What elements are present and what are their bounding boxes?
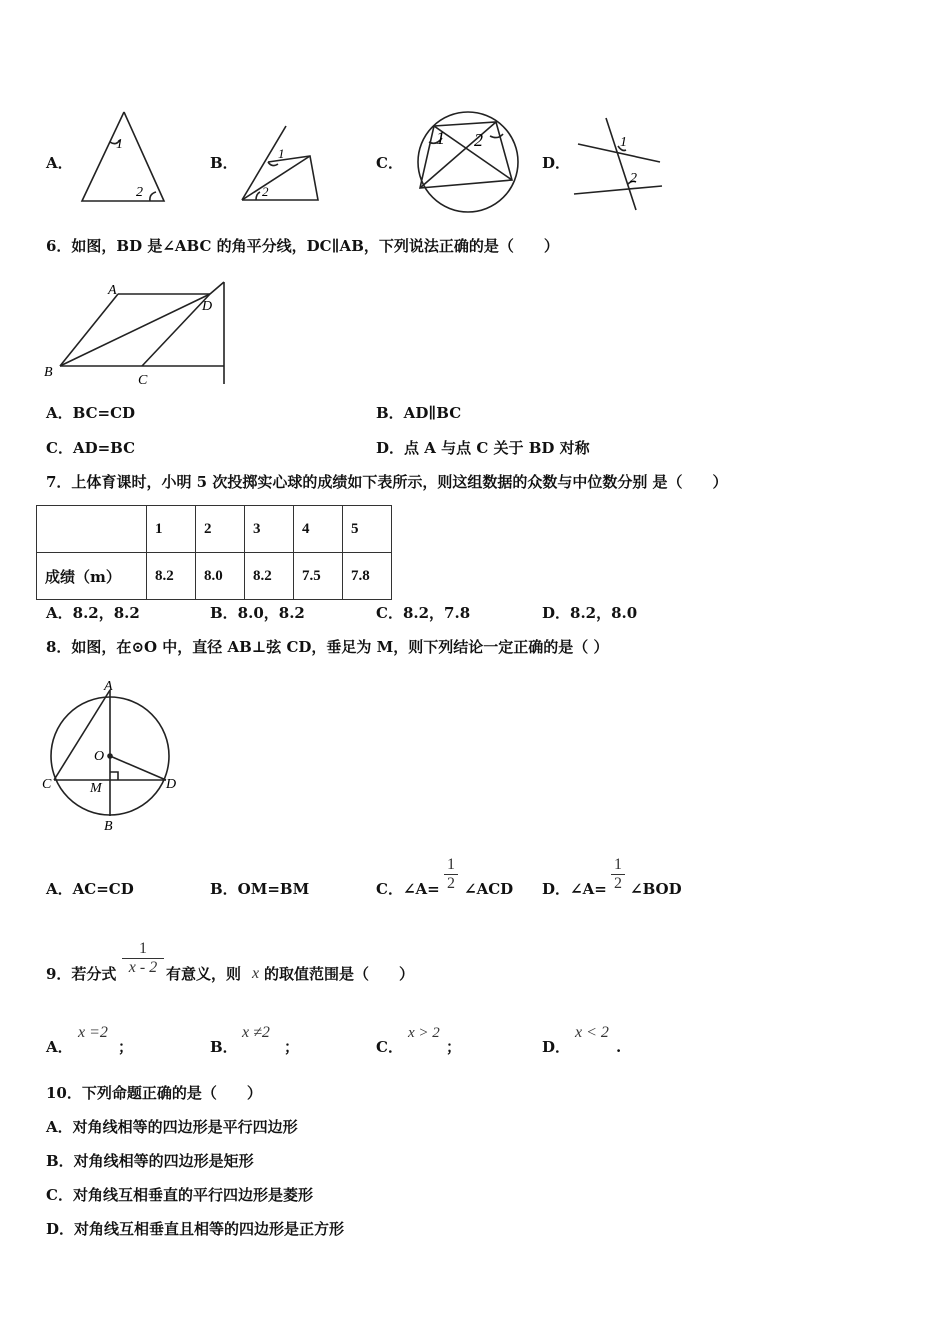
q10-option-a[interactable]: A．对角线相等的四边形是平行四边形 (46, 1118, 298, 1136)
table-cell: 8.2 (147, 553, 196, 600)
fraction-numerator: 1 (139, 940, 147, 957)
fraction-numerator: 1 (614, 856, 622, 873)
fraction-denominator: 2 (611, 874, 625, 893)
q6-stem: 6．如图，BD 是∠ABC 的角平分线，DC∥AB，下列说法正确的是（ ） (46, 237, 559, 255)
angle-1-label: 1 (278, 146, 285, 161)
q7-stem: 7．上体育课时，小明 5 次投掷实心球的成绩如下表所示，则这组数据的众数与中位数分别 是（ ） (46, 473, 728, 491)
q8-option-d[interactable] (542, 880, 607, 898)
fraction-numerator: 1 (447, 856, 455, 873)
q8-option-b[interactable]: B．OM=BM (210, 880, 310, 898)
angle-2-label: 2 (136, 185, 143, 200)
point-d-label: D (166, 777, 177, 792)
q9-option-c-label[interactable]: C． (376, 1038, 403, 1056)
point-b-label: B (104, 819, 113, 834)
q6-option-c[interactable]: C．AD=BC (46, 439, 136, 457)
q8-option-d-fraction (611, 856, 625, 893)
q10-option-c[interactable]: C．对角线互相垂直的平行四边形是菱形 (46, 1186, 313, 1204)
q5-option-b-label[interactable]: B． (210, 154, 238, 172)
q9-option-a-label[interactable]: A． (46, 1038, 73, 1056)
q7-option-d[interactable]: D．8.2，8.0 (542, 604, 638, 622)
q9-fraction (122, 940, 164, 977)
q8-option-c[interactable] (376, 880, 440, 898)
table-cell: 8.2 (245, 553, 294, 600)
table-cell: 2 (196, 506, 245, 553)
q7-score-table (36, 505, 392, 600)
q8-option-c-prefix: C．∠A= (376, 880, 440, 898)
q6-option-a[interactable]: A．BC=CD (46, 404, 136, 422)
q5-figure-a (76, 108, 168, 206)
q9-option-c-expr: x > 2 (408, 1025, 440, 1041)
q6-option-b[interactable]: B．AD∥BC (376, 404, 462, 422)
point-b-label: B (44, 365, 53, 380)
q9-stem-prefix: 9．若分式 (46, 965, 117, 983)
angle-2-label: 2 (474, 130, 483, 150)
q9-option-b-expr: x ≠2 (242, 1024, 270, 1041)
q10-stem: 10．下列命题正确的是（ ） (46, 1084, 262, 1102)
q9-option-a-expr: x =2 (78, 1024, 108, 1041)
q9-variable: x (252, 965, 260, 982)
table-cell: 1 (147, 506, 196, 553)
fraction-denominator: 2 (444, 874, 458, 893)
table-cell: 8.0 (196, 553, 245, 600)
table-cell: 7.8 (343, 553, 392, 600)
q8-option-d-prefix: D．∠A= (542, 880, 607, 898)
table-cell: 5 (343, 506, 392, 553)
angle-1-label: 1 (620, 135, 627, 150)
point-c-label: C (138, 373, 148, 388)
q8-option-c-suffix: ∠ACD (464, 880, 514, 898)
q9-option-c-end: ； (446, 1038, 462, 1056)
q5-figure-b (238, 122, 322, 204)
q9-option-d-label[interactable]: D． (542, 1038, 571, 1056)
table-cell: 4 (294, 506, 343, 553)
q8-figure (40, 676, 190, 836)
angle-1-label: 1 (436, 128, 445, 148)
q9-option-b-label[interactable]: B． (210, 1038, 238, 1056)
q8-option-a[interactable]: A．AC=CD (46, 880, 134, 898)
angle-2-label: 2 (262, 184, 269, 199)
angle-1-label: 1 (116, 137, 123, 152)
q10-option-b[interactable]: B．对角线相等的四边形是矩形 (46, 1152, 254, 1170)
table-cell: 成绩（m） (37, 553, 147, 600)
q5-figure-d (570, 114, 666, 212)
q9-option-d-expr: x < 2 (575, 1024, 609, 1041)
q5-figure-c (412, 108, 524, 216)
q9-option-d-end: . (616, 1038, 622, 1056)
q8-stem: 8．如图，在⊙O 中，直径 AB⊥弦 CD，垂足为 M，则下列结论一定正确的是（ ） (46, 638, 609, 656)
q9-stem-mid: 有意义，则 (166, 965, 242, 983)
fraction-denominator: x - 2 (122, 958, 164, 977)
table-cell (37, 506, 147, 553)
q9-option-a-end: ； (118, 1038, 134, 1056)
table-row (37, 553, 392, 600)
q6-option-d[interactable]: D．点 A 与点 C 关于 BD 对称 (376, 439, 590, 457)
q7-option-c[interactable]: C．8.2，7.8 (376, 604, 471, 622)
point-o-label: O (94, 749, 105, 764)
q10-option-d[interactable]: D．对角线互相垂直且相等的四边形是正方形 (46, 1220, 345, 1238)
q7-option-b[interactable]: B．8.0，8.2 (210, 604, 305, 622)
point-m-label: M (90, 781, 102, 796)
point-a-label: A (104, 679, 113, 694)
q7-option-a[interactable]: A．8.2，8.2 (46, 604, 140, 622)
q8-option-c-fraction (444, 856, 458, 893)
q9-stem-suffix: 的取值范围是（ ） (264, 965, 415, 983)
point-a-label: A (108, 283, 117, 298)
q9-option-b-end: ； (284, 1038, 300, 1056)
q8-option-d-suffix: ∠BOD (630, 880, 682, 898)
point-c-label: C (42, 777, 52, 792)
q6-figure (42, 272, 230, 390)
q5-option-c-label[interactable]: C． (376, 154, 403, 172)
point-d-label: D (202, 299, 213, 314)
table-cell: 3 (245, 506, 294, 553)
table-header-row (37, 506, 392, 553)
angle-2-label: 2 (630, 171, 637, 186)
q5-option-d-label[interactable]: D． (542, 154, 571, 172)
table-cell: 7.5 (294, 553, 343, 600)
q5-option-a-label[interactable]: A． (46, 154, 73, 172)
